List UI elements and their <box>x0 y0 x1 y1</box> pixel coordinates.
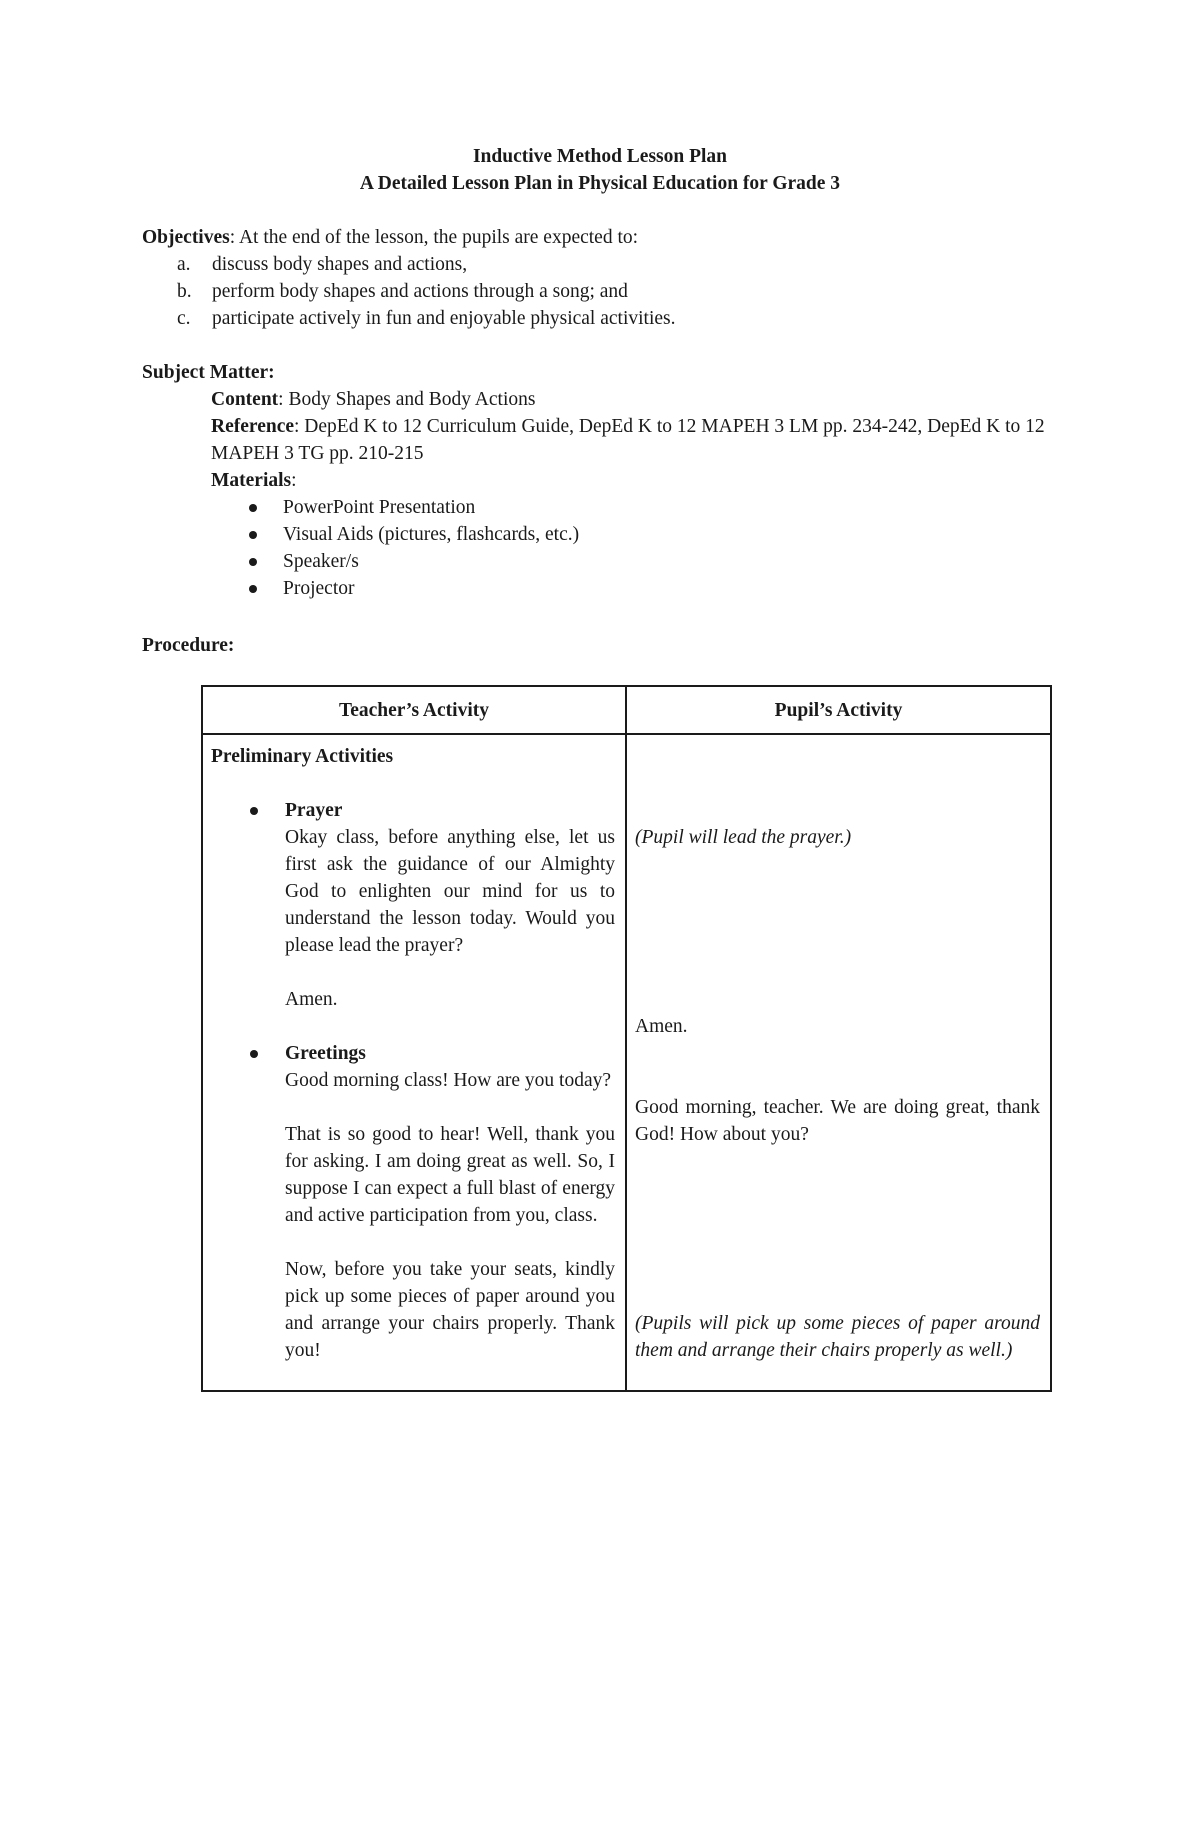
objectives-section <box>142 224 1062 332</box>
table-row <box>202 734 1051 1391</box>
teacher-activity-header: Teacher’s Activity <box>202 686 626 734</box>
page-title: Inductive Method Lesson Plan <box>472 146 728 167</box>
page-subtitle: A Detailed Lesson Plan in Physical Education for Grade 3 <box>359 173 841 194</box>
list-marker: b. <box>177 281 192 302</box>
bullet-icon <box>249 531 257 539</box>
objectives-list <box>142 251 1062 332</box>
bullet-icon <box>250 1050 258 1058</box>
list-item <box>142 278 1062 305</box>
greetings-teacher-text-2: That is so good to hear! Well, thank you for asking. I am doing great as well. So, I suppose I can expect a full blast of energy and active participation from you, class. <box>285 1124 615 1226</box>
greetings-heading: Greetings <box>285 1043 366 1064</box>
procedure-heading: Procedure: <box>142 635 235 656</box>
content-value: : Body Shapes and Body Actions <box>278 389 536 410</box>
material-text: PowerPoint Presentation <box>283 497 476 518</box>
content-line <box>142 386 1072 413</box>
materials-list <box>142 494 1072 602</box>
list-item <box>142 548 1072 575</box>
objectives-label: Objectives <box>142 227 230 248</box>
list-item <box>142 305 1062 332</box>
greetings-pupil-text-2: (Pupils will pick up some pieces of paper around them and arrange their chairs properly as well.) <box>635 1313 1040 1361</box>
prayer-teacher-text: Okay class, before anything else, let us first ask the guidance of our Almighty God to enlighten our mind for us to understand the lesson today. Would you please lead the prayer? <box>285 827 615 956</box>
reference-value: : DepEd K to 12 Curriculum Guide, DepEd K to 12 MAPEH 3 LM pp. 234-242, DepEd K to 12 MAPEH 3 TG pp. 210-215 <box>211 416 1045 464</box>
subject-matter-section <box>142 359 1072 602</box>
material-text: Speaker/s <box>283 551 359 572</box>
prayer-pupil-text: (Pupil will lead the prayer.) <box>635 827 852 848</box>
materials-line <box>142 467 1072 494</box>
subject-matter-heading: Subject Matter: <box>142 362 275 383</box>
materials-label: Materials <box>211 470 292 491</box>
greetings-teacher-text-1: Good morning class! How are you today? <box>285 1070 612 1091</box>
prayer-pupil-amen: Amen. <box>635 1016 688 1037</box>
pupil-activity-cell <box>626 734 1051 1391</box>
objective-text: discuss body shapes and actions, <box>212 254 468 275</box>
content-label: Content <box>211 389 279 410</box>
material-text: Projector <box>283 578 355 599</box>
list-marker: a. <box>177 254 191 275</box>
bullet-icon <box>249 558 257 566</box>
section-title: Preliminary Activities <box>211 746 394 767</box>
objective-text: perform body shapes and actions through a song; and <box>212 281 628 302</box>
material-text: Visual Aids (pictures, flashcards, etc.) <box>283 524 580 545</box>
greetings-teacher-text-3: Now, before you take your seats, kindly pick up some pieces of paper around you and arrange your chairs properly. Thank you! <box>285 1259 615 1361</box>
prayer-teacher-amen: Amen. <box>285 989 338 1010</box>
list-marker: c. <box>177 308 191 329</box>
reference-line <box>142 413 1072 467</box>
prayer-item <box>211 797 615 1013</box>
reference-label: Reference <box>211 416 294 437</box>
objective-text: participate actively in fun and enjoyable physical activities. <box>212 308 676 329</box>
objectives-intro: : At the end of the lesson, the pupils are expected to: <box>229 227 639 248</box>
list-item <box>142 575 1072 602</box>
list-item <box>142 521 1072 548</box>
list-item <box>142 494 1072 521</box>
greetings-item <box>211 1040 615 1364</box>
table-header-row <box>202 686 1051 734</box>
teacher-activity-cell <box>202 734 626 1391</box>
bullet-icon <box>250 807 258 815</box>
bullet-icon <box>249 585 257 593</box>
objectives-heading <box>142 224 1062 251</box>
list-item <box>142 251 1062 278</box>
prayer-heading: Prayer <box>285 800 343 821</box>
pupil-activity-header: Pupil’s Activity <box>626 686 1051 734</box>
bullet-icon <box>249 504 257 512</box>
procedure-table <box>201 685 1052 1392</box>
materials-colon: : <box>291 470 297 491</box>
greetings-pupil-text-1: Good morning, teacher. We are doing great, thank God! How about you? <box>635 1097 1040 1145</box>
